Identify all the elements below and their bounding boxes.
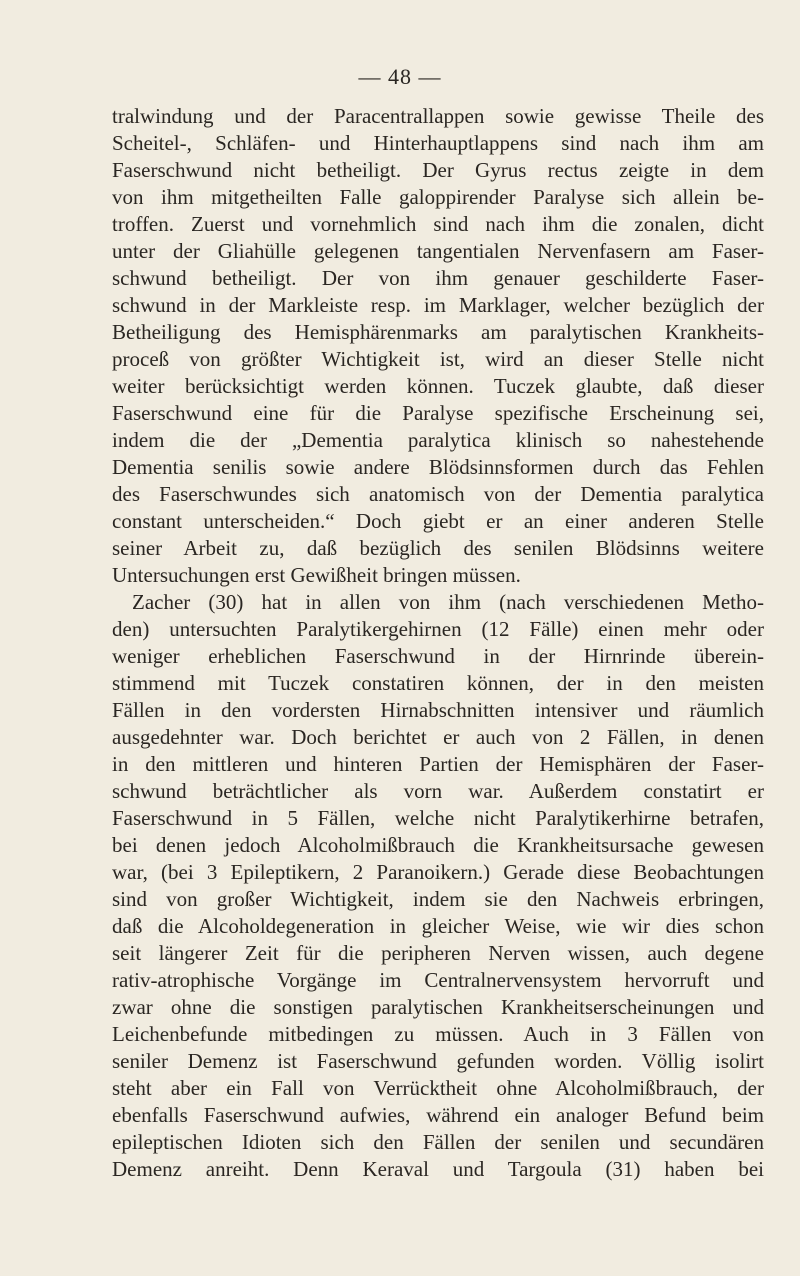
text-line: seit längerer Zeit für die peripheren Nerven wissen, auch degene (112, 941, 764, 965)
page-number: — 48 — (358, 64, 442, 89)
text-line: Scheitel-, Schläfen- und Hinterhauptlappens sind nach ihm am (112, 131, 764, 155)
text-line: schwund betheiligt. Der von ihm genauer geschilderte Faser- (112, 266, 764, 290)
text-line: von ihm mitgetheilten Falle galoppirender Paralyse sich allein be- (112, 185, 764, 209)
text-line: ebenfalls Faserschwund aufwies, während ein analoger Befund beim (112, 1103, 764, 1127)
text-line: in den mittleren und hinteren Partien der Hemisphären der Faser- (112, 752, 764, 776)
text-line: tralwindung und der Paracentrallappen sowie gewisse Theile des (112, 104, 764, 128)
text-line: sind von großer Wichtigkeit, indem sie den Nachweis erbringen, (112, 887, 764, 911)
text-line: schwund beträchtlicher als vorn war. Außerdem constatirt er (112, 779, 764, 803)
text-line: war, (bei 3 Epileptikern, 2 Paranoikern.) Gerade diese Beobachtungen (112, 860, 764, 884)
text-line: Faserschwund in 5 Fällen, welche nicht Paralytikerhirne betrafen, (112, 806, 764, 830)
text-line: Leichenbefunde mitbedingen zu müssen. Auch in 3 Fällen von (112, 1022, 764, 1046)
text-line: Faserschwund nicht betheiligt. Der Gyrus rectus zeigte in dem (112, 158, 764, 182)
text-line: stimmend mit Tuczek constatiren können, der in den meisten (112, 671, 764, 695)
text-line: Demenz anreiht. Denn Keraval und Targoula (31) haben bei (112, 1157, 764, 1181)
text-line: epileptischen Idioten sich den Fällen der senilen und secundären (112, 1130, 764, 1154)
text-line: proceß von größter Wichtigkeit ist, wird an dieser Stelle nicht (112, 347, 764, 371)
text-line: weniger erheblichen Faserschwund in der Hirnrinde überein- (112, 644, 764, 668)
text-line: bei denen jedoch Alcoholmißbrauch die Krankheitsursache gewesen (112, 833, 764, 857)
text-line: seniler Demenz ist Faserschwund gefunden worden. Völlig isolirt (112, 1049, 764, 1073)
text-line: troffen. Zuerst und vornehmlich sind nach ihm die zonalen, dicht (112, 212, 764, 236)
text-line: schwund in der Markleiste resp. im Marklager, welcher bezüglich der (112, 293, 764, 317)
text-line: daß die Alcoholdegeneration in gleicher Weise, wie wir dies schon (112, 914, 764, 938)
text-line: unter der Gliahülle gelegenen tangentialen Nervenfasern am Faser- (112, 239, 764, 263)
text-line: Zacher (30) hat in allen von ihm (nach verschiedenen Metho- (132, 590, 764, 614)
text-line: Faserschwund eine für die Paralyse spezifische Erscheinung sei, (112, 401, 764, 425)
text-line: indem die der „Dementia paralytica klinisch so nahestehende (112, 428, 764, 452)
text-line: constant unterscheiden.“ Doch giebt er an einer anderen Stelle (112, 509, 764, 533)
text-line: Dementia senilis sowie andere Blödsinnsformen durch das Fehlen (112, 455, 764, 479)
text-line: seiner Arbeit zu, daß bezüglich des senilen Blödsinns weitere (112, 536, 764, 560)
text-line: ausgedehnter war. Doch berichtet er auch von 2 Fällen, in denen (112, 725, 764, 749)
text-line: weiter berücksichtigt werden können. Tuczek glaubte, daß dieser (112, 374, 764, 398)
text-line: Untersuchungen erst Gewißheit bringen müssen. (112, 563, 521, 587)
text-line: Fällen in den vordersten Hirnabschnitten intensiver und räumlich (112, 698, 764, 722)
text-line: steht aber ein Fall von Verrücktheit ohne Alcoholmißbrauch, der (112, 1076, 764, 1100)
text-line: rativ-atrophische Vorgänge im Centralnervensystem hervorruft und (112, 968, 764, 992)
text-line: des Faserschwundes sich anatomisch von der Dementia paralytica (112, 482, 764, 506)
text-line: den) untersuchten Paralytikergehirnen (12 Fälle) einen mehr oder (112, 617, 764, 641)
text-line: zwar ohne die sonstigen paralytischen Krankheitserscheinungen und (112, 995, 764, 1019)
text-line: Betheiligung des Hemisphärenmarks am paralytischen Krankheits- (112, 320, 764, 344)
body-text (112, 103, 764, 1183)
